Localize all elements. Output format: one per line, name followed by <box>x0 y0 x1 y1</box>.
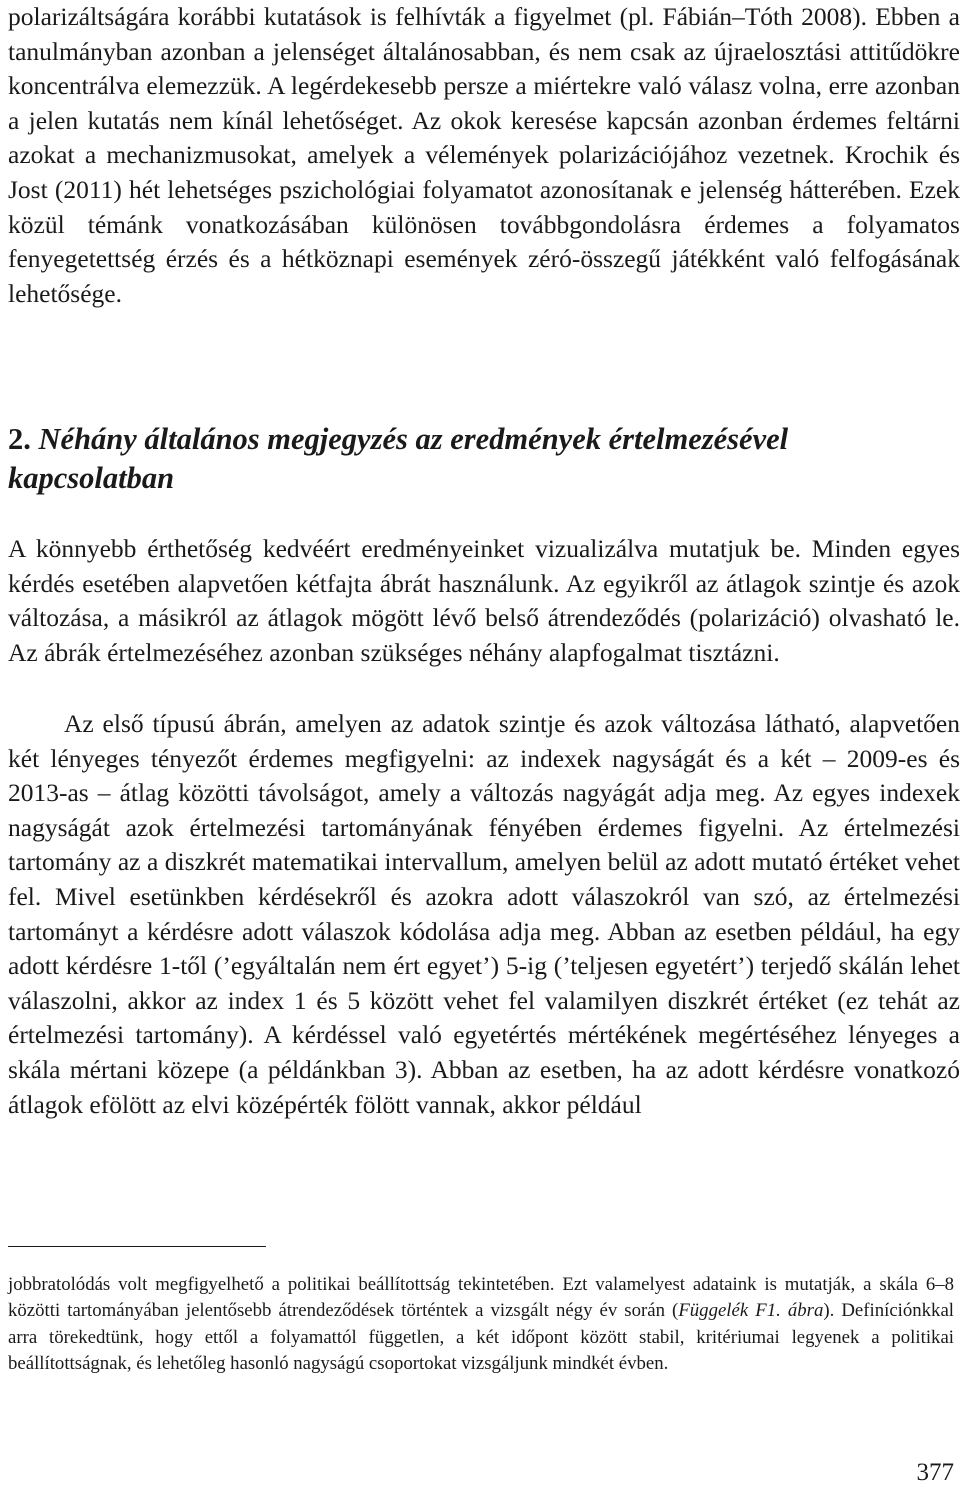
page-number: 377 <box>916 1459 954 1486</box>
section-number: 2. <box>8 422 31 456</box>
section-title: Néhány általános megjegyzés az eredmények értelmezésével kapcsolatban <box>8 422 789 495</box>
footnote-text-start: jobbratolódás volt megfigyelhető a politikai beállítottság tekintetében. Ezt valamelyest adataink is mutatják, a skála 6–8 közötti tartományában jelentősebb átrendeződések történtek a vizsgált négy év során ( <box>8 1274 954 1322</box>
footnote-figure-reference: Függelék F1. ábra <box>678 1300 824 1322</box>
footnote <box>8 1272 954 1377</box>
footnote-text-end: ). Definíciónkkal arra törekedtünk, hogy ettől a folyamattól független, a két időpont között stabil, kritériumai legyenek a politikai beállítottságnak, és lehetőleg hasonló nagyságú csoportokat vizsgáljunk mindkét évben. <box>8 1300 955 1374</box>
footnote-separator <box>8 1246 266 1247</box>
intro-paragraph: polarizáltságára korábbi kutatások is felhívták a figyelmet (pl. Fábián–Tóth 2008). Ebben a tanulmányban azonban a jelenséget általánosabban, és nem csak az újraelosztási attitűdökre koncentrálva elemezzük. A legérdekesebb persze a miértekre való válasz volna, erre azonban a jelen kutatás nem kínál lehetőséget. Az okok keresése kapcsán azonban érdemes feltárni azokat a mechanizmusokat, amelyek a vélemények polarizációjához vezetnek. Krochik és Jost (2011) hét lehetséges pszichológiai folyamatot azonosítanak e jelenség hátterében. Ezek közül témánk vonatkozásában különösen továbbgondolásra érdemes a folyamatos fenyegetettség érzés és a hétköznapi események zéró-összegű játékként való felfogásának lehetősége. <box>8 2 960 308</box>
section-heading <box>8 420 960 498</box>
body-paragraph-2: Az első típusú ábrán, amelyen az adatok szintje és azok változása látható, alapvetően két lényeges tényezőt érdemes megfigyelni: az indexek nagyságát és a két – 2009-es és 2013-as – átlag közötti távolságot, amely a változás nagyágát adja meg. Az egyes indexek nagyságát azok értelmezési tartományának fényében érdemes figyelni. Az értelmezési tartomány az a diszkrét matematikai intervallum, amelyen belül az adott mutató értéket vehet fel. Mivel esetünkben kérdésekről és azokra adott válaszokról van szó, az értelmezési tartományt a kérdésre adott válaszok kódolása adja meg. Abban az esetben például, ha egy adott kérdésre 1-től (’egyáltalán nem ért egyet’) 5-ig (’teljesen egyetért’) terjedő skálán lehet válaszolni, akkor az index 1 és 5 között vehet fel valamilyen diszkrét értéket (ez tehát az értelmezési tartomány). A kérdéssel való egyetértés mértékének megértéséhez lényeges a skála mértani közepe (a példánkban 3). Abban az esetben, ha az adott kérdésre vonatkozó átlagok efölött az elvi középérték fölött vannak, akkor például <box>8 709 960 1119</box>
body-paragraph-1: A könnyebb érthetőség kedvéért eredményeinket vizualizálva mutatjuk be. Minden egyes kérdés esetében alapvetően kétfajta ábrát használunk. Az egyikről az átlagok szintje és azok változása, a másikról az átlagok mögött lévő belső átrendeződés (polarizáció) olvasható le. Az ábrák értelmezéséhez azonban szükséges néhány alapfogalmat tisztázni. <box>8 534 960 667</box>
